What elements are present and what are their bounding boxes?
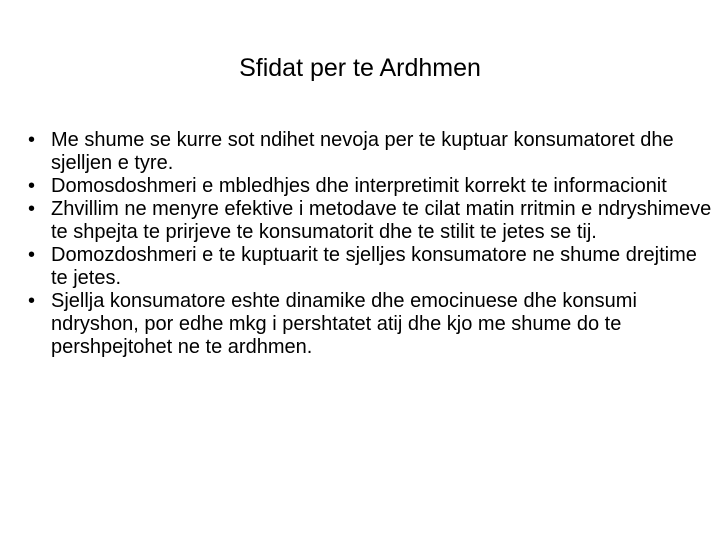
bullet-item bbox=[28, 129, 712, 175]
slide-title: Sfidat per te Ardhmen bbox=[239, 54, 481, 82]
bullet-item bbox=[28, 175, 712, 198]
bullet-dot-icon: • bbox=[28, 290, 36, 312]
bullet-dot-icon: • bbox=[28, 198, 36, 220]
bullet-text: Domosdoshmeri e mbledhjes dhe interpretimit korrekt te informacionit bbox=[51, 175, 667, 197]
bullet-item bbox=[28, 290, 712, 359]
bullet-dot-icon: • bbox=[28, 244, 36, 266]
bullet-text: Sjellja konsumatore eshte dinamike dhe emocinuese dhe konsumi ndryshon, por edhe mkg i pershtatet atij dhe kjo me shume do te pershpejtohet ne te ardhmen. bbox=[51, 290, 637, 358]
bullet-text: Me shume se kurre sot ndihet nevoja per te kuptuar konsumatoret dhe sjelljen e tyre. bbox=[51, 129, 674, 174]
bullet-dot-icon: • bbox=[28, 175, 36, 197]
bullet-text: Domozdoshmeri e te kuptuarit te sjelljes konsumatore ne shume drejtime te jetes. bbox=[51, 244, 697, 289]
bullet-list bbox=[28, 129, 712, 359]
bullet-item bbox=[28, 198, 712, 244]
bullet-dot-icon: • bbox=[28, 129, 36, 151]
bullet-text: Zhvillim ne menyre efektive i metodave te cilat matin rritmin e ndryshimeve te shpejta te prirjeve te konsumatorit dhe te stilit te jetes se tij. bbox=[51, 198, 712, 243]
bullet-item bbox=[28, 244, 712, 290]
